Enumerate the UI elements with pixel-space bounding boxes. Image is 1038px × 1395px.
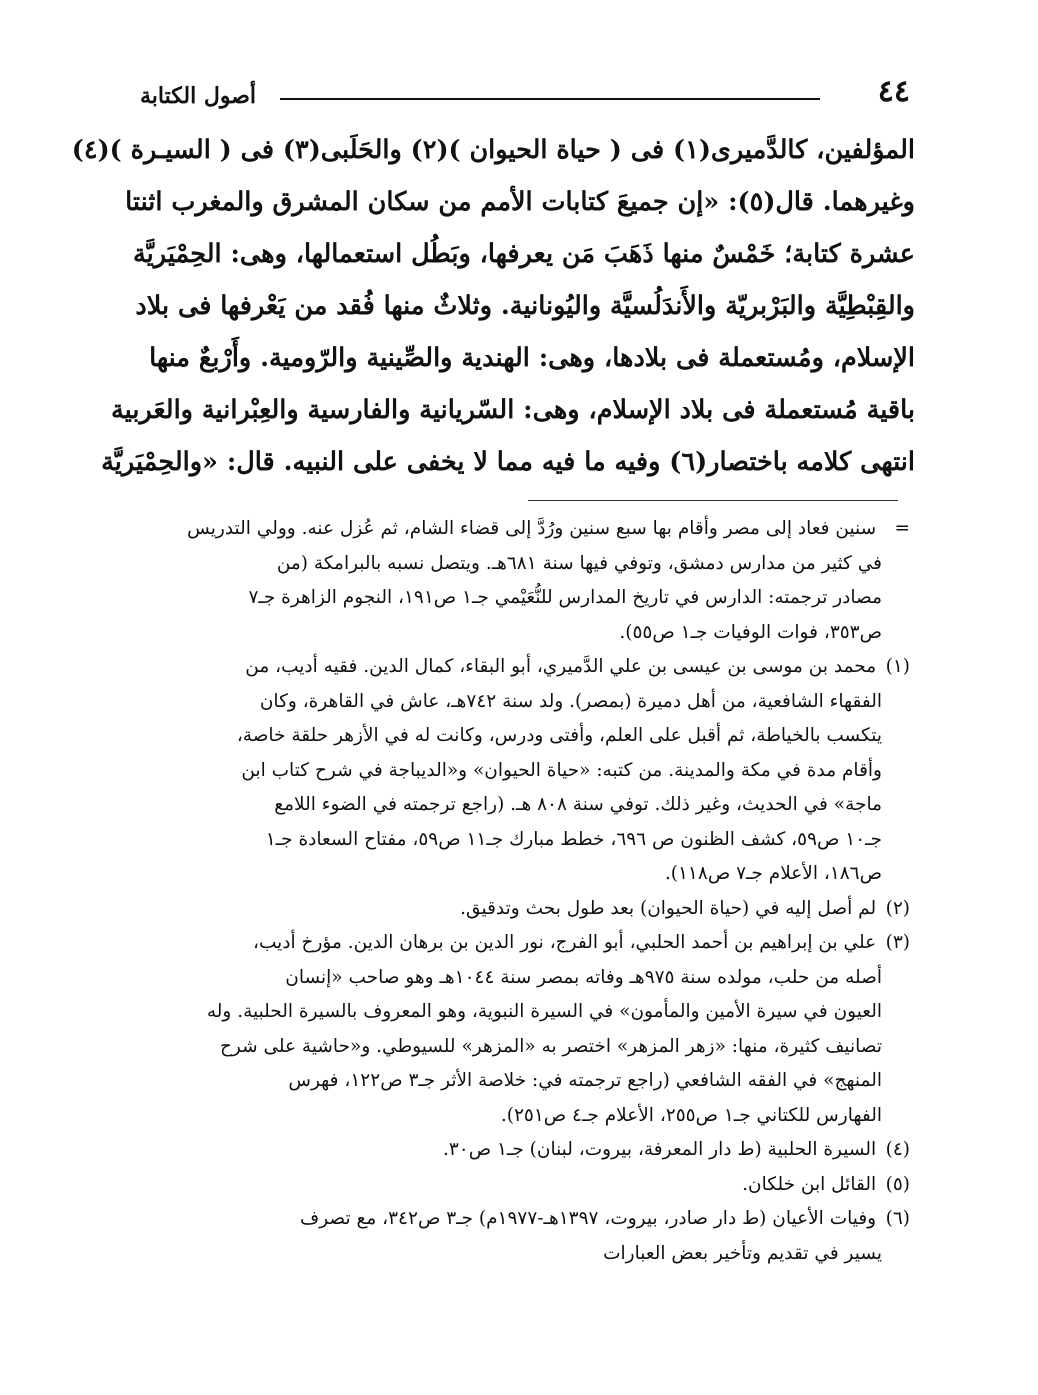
footnote-marker: (٣)	[885, 932, 910, 953]
footnote-text: مصادر ترجمته: الدارس في تاريخ المدارس للنُّعَيْمي جـ١ ص١٩١، النجوم الزاهرة جـ٧	[248, 587, 882, 608]
footnote-text: وأقام مدة في مكة والمدينة. من كتبه: «حياة الحيوان» و«الديباجة في شرح كتاب ابن	[241, 759, 882, 781]
footnote-line	[150, 1064, 910, 1099]
footnote-text: وفيات الأعيان (ط دار صادر، بيروت، ١٣٩٧هـ-١٩٧٧م) جـ٣ ص٣٤٢، مع تصرف	[300, 1208, 877, 1229]
footnote-text: السيرة الحلبية (ط دار المعرفة، بيروت، لبنان) جـ١ ص٣٠.	[442, 1139, 877, 1160]
footnote-marker: (٦)	[885, 1208, 910, 1229]
footnote-line	[150, 995, 910, 1030]
footnote-text: يسير في تقديم وتأخير بعض العبارات	[603, 1242, 882, 1264]
footnote-text: ماجة» في الحديث، وغير ذلك. توفي سنة ٨٠٨ هـ. (راجع ترجمته في الضوء اللامع	[274, 794, 882, 815]
footnote-text: محمد بن موسى بن عيسى بن علي الدَّميري، أبو البقاء، كمال الدين. فقيه أديب، من	[245, 656, 877, 677]
footnote-line	[150, 788, 910, 823]
footnote	[150, 892, 910, 927]
footnote-line	[150, 512, 910, 547]
footnote-marker: (٢)	[885, 897, 910, 919]
footnote-marker: (٥)	[885, 1173, 910, 1195]
footnote-text: تصانيف كثيرة، منها: «زهر المزهر» اختصر به «المزهر» للسيوطي. و«حاشية على شرح	[219, 1035, 882, 1057]
footnote	[150, 650, 910, 892]
footnote	[150, 1168, 910, 1203]
footnote-text: علي بن إبراهيم بن أحمد الحلبي، أبو الفرج، نور الدين بن برهان الدين. مؤرخ أديب،	[253, 932, 877, 953]
footnote-line	[150, 719, 910, 754]
body-line: باقية مُستعملة فى بلاد الإسلام، وهى: السّريانية والفارسية والعِبْرانية والعَربية	[110, 395, 915, 425]
footnote-marker: =	[894, 518, 910, 539]
footnote-line	[150, 961, 910, 996]
footnote-line	[150, 754, 910, 789]
body-line: المؤلفين، كالدَّميرى(١) فى ( حياة الحيوان )(٢) والحَلَبى(٣) فى ( السيـرة )(٤)	[71, 135, 915, 165]
header-rule	[280, 98, 820, 100]
body-line: انتهى كلامه باختصار(٦) وفيه ما فيه مما لا يخفى على النبيه. قال: «والحِمْيَريَّة	[101, 447, 915, 477]
footnote-marker: (٤)	[885, 1139, 910, 1160]
footnote-text: يتكسب بالخياطة، ثم أقبل على العلم، وأفتى ودرس، وكانت له في الأزهر حلقة خاصة،	[236, 725, 882, 746]
footnote-text: القائل ابن خلكان.	[742, 1173, 877, 1195]
footnote-line	[150, 1030, 910, 1065]
footnote-line	[150, 1133, 910, 1168]
footnote-text: الفهارس للكتاني جـ١ ص٢٥٥، الأعلام جـ٤ ص٢٥١).	[500, 1104, 882, 1126]
footnote-text: ص١٨٦، الأعلام جـ٧ ص١١٨).	[664, 863, 882, 884]
body-line: وغيرهما. قال(٥): «إن جميعَ كتابات الأمم من سكان المشرق والمغرب اثنتا	[125, 187, 915, 217]
footnote-line	[150, 547, 910, 582]
footnote-text: في كثير من مدارس دمشق، وتوفي فيها سنة ٦٨١هـ. ويتصل نسبه بالبرامكة (من	[276, 552, 882, 574]
footnote-line	[150, 823, 910, 858]
footnote-line	[150, 616, 910, 651]
footnote-line	[150, 857, 910, 892]
body-line: عشرة كتابة؛ خَمْسٌ منها ذَهَبَ مَن يعرفها، وبَطُل استعمالها، وهى: الحِمْيَريَّة	[132, 239, 915, 269]
body-line: الإسلام، ومُستعملة فى بلادها، وهى: الهندية والصِّينية والرّومية. وأَرْبعٌ منها	[149, 343, 915, 373]
footnote-text: أصله من حلب، مولده سنة ٩٧٥هـ وفاته بمصر سنة ١٠٤٤هـ وهو صاحب «إنسان	[285, 966, 882, 988]
footnote-text: المنهج» في الفقه الشافعي (راجع ترجمته في: خلاصة الأثر جـ٣ ص١٢٢، فهرس	[288, 1070, 882, 1091]
footnote-line	[150, 1168, 910, 1203]
footnote-text: جـ١٠ ص٥٩، كشف الظنون ص ٦٩٦، خطط مبارك جـ١١ ص٥٩، مفتاح السعادة جـ١	[265, 828, 882, 850]
footnote-line	[150, 892, 910, 927]
body-line: والقِبْطِيَّة والبَرْبريّة والأَندَلُسيَّة واليُونانية. وثلاثٌ منها فُقد من يَعْرفها فى بلاد	[135, 291, 915, 321]
footnote	[150, 1202, 910, 1271]
footnote-text: ص٣٥٣، فوات الوفيات جـ١ ص٥٥).	[619, 621, 882, 643]
footnote-text: سنين فعاد إلى مصر وأقام بها سبع سنين ورُدَّ إلى قضاء الشام، ثم عُزل عنه. وولي التدريس	[187, 518, 877, 539]
footnote-line	[150, 650, 910, 685]
main-text	[71, 124, 915, 488]
page-header	[140, 70, 910, 120]
footnote-line	[150, 685, 910, 720]
footnote	[150, 512, 910, 650]
footnote-text: لم أصل إليه في (حياة الحيوان) بعد طول بحث وتدقيق.	[460, 897, 877, 919]
page-number: ٤٤	[877, 74, 910, 109]
footnote-line	[150, 926, 910, 961]
footnote-text: الفقهاء الشافعية، من أهل دميرة (بمصر). ولد سنة ٧٤٢هـ، عاش في القاهرة، وكان	[259, 690, 882, 712]
footnote	[150, 1133, 910, 1168]
footnote-marker: (١)	[885, 656, 910, 677]
footnote-line	[150, 581, 910, 616]
running-title: أصول الكتابة	[140, 83, 257, 109]
footnotes	[150, 512, 910, 1271]
footnote-line	[150, 1237, 910, 1272]
footnote-separator	[528, 500, 898, 501]
footnote-line	[150, 1099, 910, 1134]
footnote	[150, 926, 910, 1133]
footnote-line	[150, 1202, 910, 1237]
footnote-text: العيون في سيرة الأمين والمأمون» في السيرة النبوية، وهو المعروف بالسيرة الحلبية. وله	[206, 1001, 882, 1022]
